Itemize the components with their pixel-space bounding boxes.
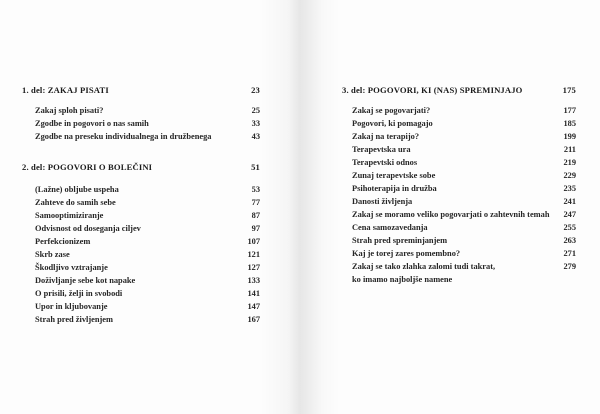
toc-entry-label: Cena samozavedanja [352, 223, 428, 232]
toc-entry [22, 209, 260, 222]
toc-entry-page-number: 199 [563, 132, 576, 141]
toc-entry-page-number: 147 [247, 302, 260, 311]
toc-entry [22, 248, 260, 261]
toc-entry-label: Škodljivo vztrajanje [35, 263, 108, 272]
toc-entry-label: Doživljanje sebe kot napake [35, 276, 136, 285]
toc-entry-page-number: 33 [251, 119, 260, 128]
toc-entry [22, 274, 260, 287]
toc-entry [342, 208, 576, 221]
toc-entry-page-number: 235 [563, 184, 576, 193]
toc-entry-page-number: 229 [563, 171, 576, 180]
toc-entry [342, 221, 576, 234]
toc-entry-page-number: 77 [251, 198, 260, 207]
toc-entry-label: ko imamo najboljše namene [352, 275, 453, 284]
toc-header-label: 2. del: POGOVORI O BOLEČINI [22, 162, 153, 172]
toc-header-page-number: 23 [251, 85, 260, 95]
toc-entry-page-number: 121 [247, 250, 260, 259]
right-page-toc [342, 84, 576, 286]
toc-entry-label: Zgodbe in pogovori o nas samih [35, 119, 149, 128]
toc-entry-page-number: 241 [563, 197, 576, 206]
toc-entry-label: Zakaj se pogovarjati? [352, 106, 431, 115]
toc-entry-page-number: 185 [563, 119, 576, 128]
toc-entry-label: Kaj je torej zares pomembno? [352, 249, 461, 258]
toc-entry [342, 143, 576, 156]
toc-entry [342, 195, 576, 208]
toc-header-page-number: 51 [251, 162, 260, 172]
toc-entry-page-number: 177 [563, 106, 576, 115]
toc-entry-label: Pogovori, ki pomagajo [352, 119, 433, 128]
toc-entry [22, 313, 260, 326]
toc-entry-page-number: 87 [251, 211, 260, 220]
toc-entry-label: Zakaj na terapijo? [352, 132, 419, 141]
toc-entry [22, 196, 260, 209]
toc-header-label: 3. del: POGOVORI, KI (NAS) SPREMINJAJO [342, 85, 523, 95]
toc-entry [342, 182, 576, 195]
toc-entry [22, 104, 260, 117]
toc-section-3-header [342, 84, 576, 97]
toc-entry-page-number: 263 [563, 236, 576, 245]
toc-header-page-number: 175 [562, 85, 576, 95]
page-gutter-shadow [260, 0, 340, 414]
toc-entry-label: Danosti življenja [352, 197, 413, 206]
toc-entry-label: Skrb zase [35, 250, 70, 259]
toc-entry [22, 222, 260, 235]
toc-entry-page-number: 107 [247, 237, 260, 246]
toc-entry-label: Psihoterapija in družba [352, 184, 437, 193]
toc-entry-page-number: 53 [251, 185, 260, 194]
toc-entry [342, 130, 576, 143]
toc-entry-label: Zgodbe na preseku individualnega in družbenega [35, 132, 212, 141]
toc-entry [342, 260, 576, 273]
toc-entry [22, 300, 260, 313]
toc-entry [342, 156, 576, 169]
left-page-toc [22, 84, 260, 326]
toc-entry-label: Terapevtski odnos [352, 158, 418, 167]
toc-entry [342, 169, 576, 182]
toc-entry-page-number: 133 [247, 276, 260, 285]
toc-entry [342, 247, 576, 260]
toc-entry-page-number: 25 [251, 106, 260, 115]
toc-entry-page-number: 211 [563, 145, 576, 154]
toc-entry [342, 117, 576, 130]
toc-entry-label: Zunaj terapevtske sobe [352, 171, 436, 180]
toc-entry-label: Zakaj se moramo veliko pogovarjati o zahtevnih temah [352, 210, 550, 219]
toc-entry-page-number: 97 [251, 224, 260, 233]
toc-entry-page-number: 141 [247, 289, 260, 298]
toc-entry-page-number: 279 [563, 262, 576, 271]
toc-entry [342, 234, 576, 247]
toc-entry-label: (Lažne) obljube uspeha [35, 185, 119, 194]
toc-entry-label: Strah pred spreminjanjem [352, 236, 448, 245]
toc-entry-page-number: 167 [247, 315, 260, 324]
toc-section-1-entries [22, 104, 260, 143]
toc-entry-label: Terapevtska ura [352, 145, 411, 154]
toc-entry-label: Perfekcionizem [35, 237, 91, 246]
toc-entry [22, 117, 260, 130]
toc-entry-page-number: 247 [563, 210, 576, 219]
toc-entry-page-number: 43 [251, 132, 260, 141]
toc-section-2-entries [22, 183, 260, 326]
toc-entry-label: O prisili, želji in svobodi [35, 289, 123, 298]
toc-entry-label: Zakaj se tako zlahka zalomi tudi takrat, [352, 262, 496, 271]
toc-section-2-header [22, 161, 260, 174]
toc-entry-label: Zakaj sploh pisati? [35, 106, 104, 115]
toc-entry [22, 183, 260, 196]
toc-entry-label: Upor in kljubovanje [35, 302, 108, 311]
toc-entry-page-number: 255 [563, 223, 576, 232]
toc-entry-label: Zahteve do samih sebe [35, 198, 116, 207]
toc-entry [22, 261, 260, 274]
toc-entry [342, 104, 576, 117]
toc-entry-label: Samooptimiziranje [35, 211, 104, 220]
toc-entry-label: Strah pred življenjem [35, 315, 114, 324]
toc-entry [22, 235, 260, 248]
toc-section-1-header [22, 84, 260, 97]
toc-entry [22, 130, 260, 143]
toc-entry-label: Odvisnost od doseganja ciljev [35, 224, 141, 233]
toc-entry [22, 287, 260, 300]
toc-section-3-entries [342, 104, 576, 286]
toc-header-label: 1. del: ZAKAJ PISATI [22, 85, 109, 95]
toc-entry-page-number: 219 [563, 158, 576, 167]
toc-entry-continuation [342, 273, 576, 286]
toc-entry-page-number: 127 [247, 263, 260, 272]
toc-entry-page-number: 271 [563, 249, 576, 258]
